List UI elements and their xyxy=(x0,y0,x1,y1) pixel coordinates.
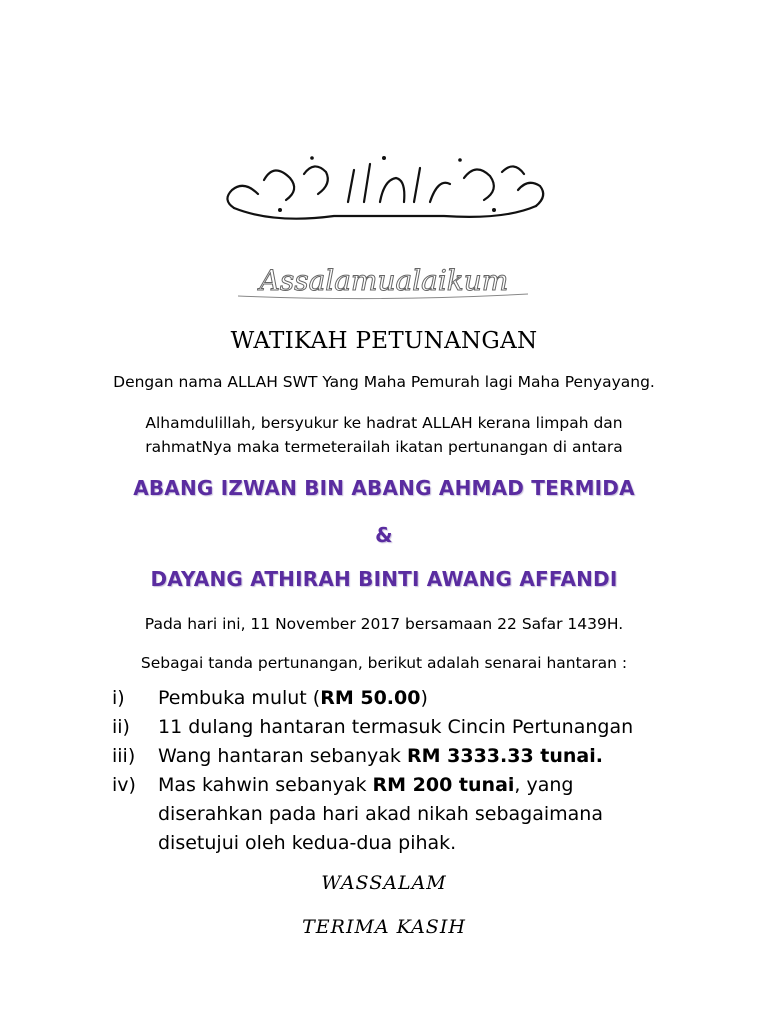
gratitude-line-1: Alhamdulillah, bersyukur ke hadrat ALLAH kerana limpah dan xyxy=(145,414,623,432)
list-item xyxy=(112,713,672,742)
document-title: WATIKAH PETUNANGAN xyxy=(230,328,538,354)
list-item-text: diserahkan pada hari akad nikah sebagaimana xyxy=(158,803,603,825)
svg-text:Assalamualaikum: Assalamualaikum xyxy=(259,264,509,297)
list-item-text: disetujui oleh kedua-dua pihak. xyxy=(158,832,457,854)
list-item-number: i) xyxy=(112,687,125,709)
list-item-number: iii) xyxy=(112,745,136,767)
groom-name: ABANG IZWAN BIN ABANG AHMAD TERMIDA xyxy=(133,476,635,500)
list-item xyxy=(112,742,672,771)
ampersand: & xyxy=(375,523,393,547)
list-item-text: Pembuka mulut ( xyxy=(158,687,321,709)
list-item-amount: RM 50.00 xyxy=(320,687,421,709)
list-item-amount: RM 200 tunai xyxy=(372,774,515,796)
list-intro: Sebagai tanda pertunangan, berikut adalah senarai hantaran : xyxy=(140,654,628,672)
list-item-text: Mas kahwin sebanyak xyxy=(158,774,373,796)
list-item-number: iv) xyxy=(112,774,136,796)
list-item xyxy=(112,771,672,800)
list-item-suffix: ) xyxy=(420,687,428,709)
terima-kasih: TERIMA KASIH xyxy=(302,916,466,938)
list-item-suffix: , yang xyxy=(514,774,574,796)
bismillah-calligraphy xyxy=(214,150,554,230)
list-item-text: 11 dulang hantaran termasuk Cincin Pertunangan xyxy=(158,716,634,738)
date-line: Pada hari ini, 11 November 2017 bersamaan 22 Safar 1439H. xyxy=(144,615,624,633)
bride-name: DAYANG ATHIRAH BINTI AWANG AFFANDI xyxy=(150,567,618,591)
list-item-continuation xyxy=(112,829,672,858)
list-item xyxy=(112,684,672,713)
list-item-text: Wang hantaran sebanyak xyxy=(158,745,407,767)
list-item-amount: RM 3333.33 tunai. xyxy=(406,745,603,767)
list-item-continuation xyxy=(112,800,672,829)
gratitude-line-2: rahmatNya maka termeterailah ikatan pertunangan di antara xyxy=(145,438,623,456)
opening-line: Dengan nama ALLAH SWT Yang Maha Pemurah lagi Maha Penyayang. xyxy=(113,373,655,391)
assalamualaikum-script xyxy=(228,262,540,304)
list-item-number: ii) xyxy=(112,716,130,738)
wassalam: WASSALAM xyxy=(321,872,447,894)
hantaran-list xyxy=(112,684,672,858)
